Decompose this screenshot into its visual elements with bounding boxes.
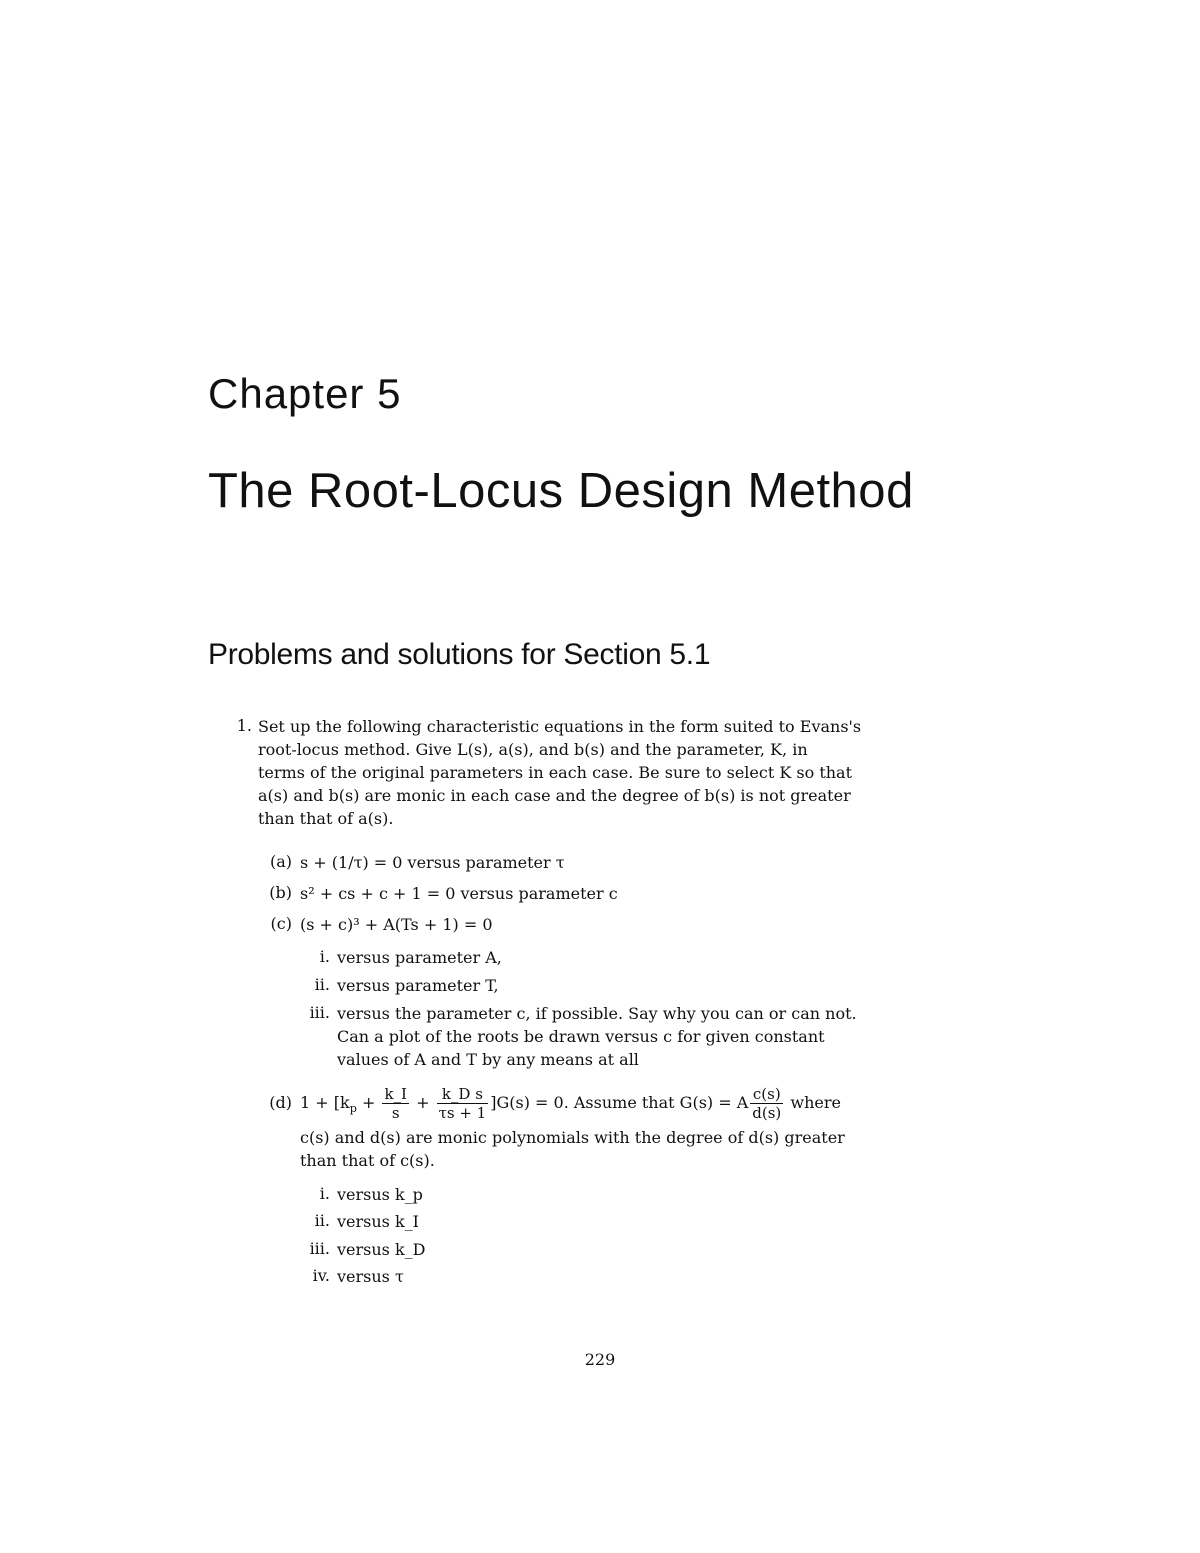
equation-lead: 1 + [k (300, 1093, 350, 1112)
part-c-item-text: versus the parameter c, if possible. Say why you can or can not. (337, 1004, 857, 1023)
problem-text-line: terms of the original parameters in each case. Be sure to select K so that (258, 763, 853, 782)
part-d-item-label: ii. (314, 1211, 330, 1230)
part-d-text-line: c(s) and d(s) are monic polynomials with the degree of d(s) greater (300, 1128, 845, 1147)
equation-plus: + (356, 1093, 381, 1112)
part-d-label: (d) (269, 1093, 292, 1112)
part-d-text-line: than that of c(s). (300, 1151, 435, 1170)
fraction-numerator: k_D s (437, 1085, 489, 1104)
fraction-c-over-d (750, 1085, 783, 1122)
part-c-item-text: versus parameter T, (337, 976, 499, 995)
part-c-text: (s + c)³ + A(Ts + 1) = 0 (300, 915, 493, 934)
chapter-label: Chapter 5 (208, 370, 402, 417)
fraction-numerator: c(s) (750, 1085, 783, 1104)
part-d-equation (300, 1078, 841, 1128)
fraction-ki-over-s (382, 1085, 409, 1122)
part-d-item-text: versus τ (337, 1267, 404, 1286)
equation-plus: + (416, 1093, 435, 1112)
problem-text-line: than that of a(s). (258, 809, 394, 828)
fraction-kds-over-taus (437, 1085, 489, 1122)
part-c-continuation: values of A and T by any means at all (337, 1050, 639, 1069)
part-d-item-text: versus k_D (337, 1240, 426, 1259)
part-b-text: s² + cs + c + 1 = 0 versus parameter c (300, 884, 618, 903)
equation-tail: where (785, 1093, 841, 1112)
problem-text-line: a(s) and b(s) are monic in each case and the degree of b(s) is not greater (258, 786, 851, 805)
fraction-denominator: τs + 1 (438, 1104, 487, 1122)
part-d-item-text: versus k_p (337, 1185, 423, 1204)
problem-number: 1. (236, 716, 252, 735)
part-d-item-label: iii. (309, 1239, 330, 1258)
part-c-item-text: versus parameter A, (337, 948, 502, 967)
fraction-numerator: k_I (384, 1085, 407, 1103)
part-b-label: (b) (269, 883, 292, 902)
problem-text-line: root-locus method. Give L(s), a(s), and b(s) and the parameter, K, in (258, 740, 808, 759)
part-a-text: s + (1/τ) = 0 versus parameter τ (300, 853, 565, 872)
problem-text-line: Set up the following characteristic equations in the form suited to Evans's (258, 717, 862, 736)
part-c-continuation: Can a plot of the roots be drawn versus c for given constant (337, 1027, 825, 1046)
part-c-item-label: ii. (314, 975, 330, 994)
part-d-item-text: versus k_I (337, 1212, 419, 1231)
equation-mid: ]G(s) = 0. Assume that G(s) = A (490, 1093, 749, 1112)
part-d-item-label: i. (319, 1184, 330, 1203)
chapter-title: The Root-Locus Design Method (208, 464, 914, 518)
page-number: 229 (584, 1350, 616, 1369)
part-a-label: (a) (269, 852, 292, 871)
section-heading: Problems and solutions for Section 5.1 (208, 638, 711, 671)
part-c-item-label: i. (319, 947, 330, 966)
fraction-denominator: d(s) (752, 1104, 782, 1122)
fraction-denominator: s (391, 1104, 400, 1122)
equation-lead-sub: p (349, 1102, 357, 1116)
part-d-item-label: iv. (312, 1266, 330, 1285)
part-c-label: (c) (270, 914, 292, 933)
part-c-item-label: iii. (309, 1003, 330, 1022)
